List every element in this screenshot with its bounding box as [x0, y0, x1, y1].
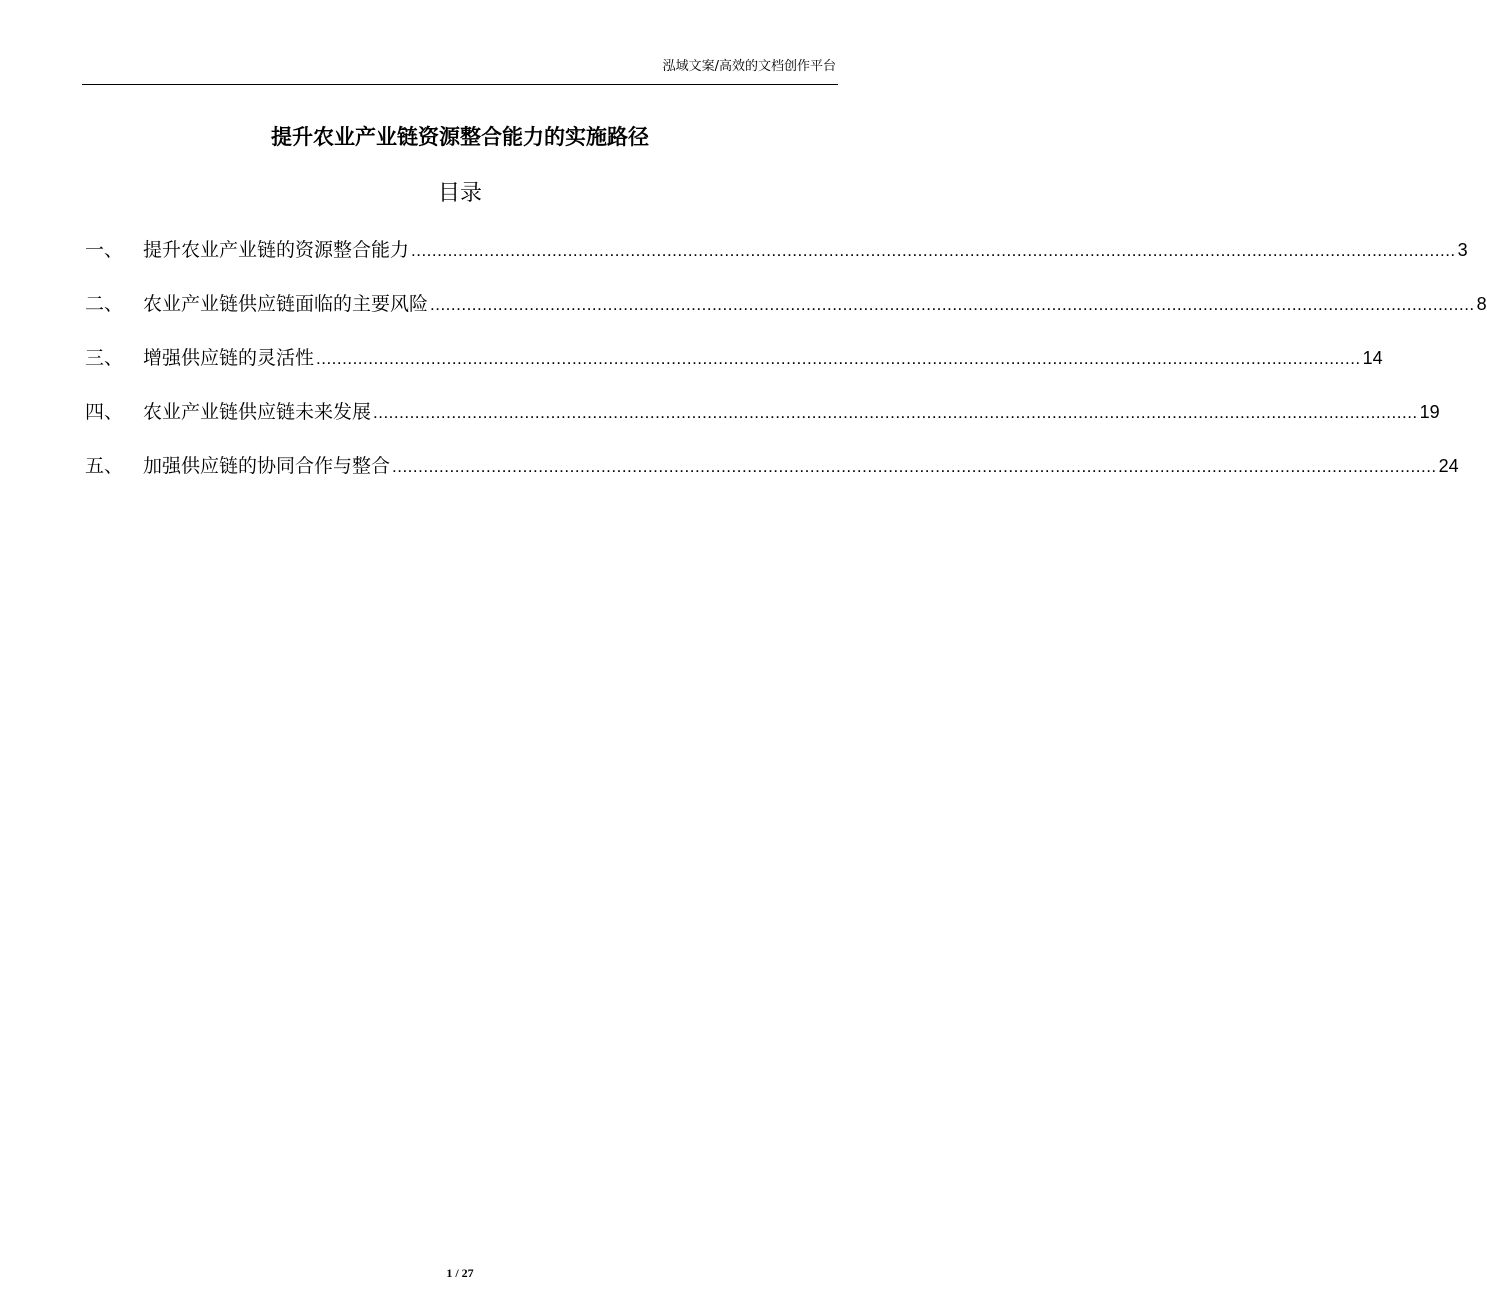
- toc-entry-title: 加强供应链的协同合作与整合: [143, 455, 391, 477]
- toc-entry-5[interactable]: [85, 452, 1459, 480]
- toc-list: [85, 236, 1487, 506]
- toc-dot-leader: ........................................................................................................................................................................................................: [411, 241, 1456, 260]
- toc-entry-title: 增强供应链的灵活性: [143, 347, 315, 369]
- header-divider: [82, 84, 838, 85]
- toc-entry-number: 四、: [85, 401, 124, 423]
- toc-entry-title: 农业产业链供应链未来发展: [143, 401, 372, 423]
- toc-dot-leader: ........................................................................................................................................................................................................: [316, 349, 1361, 368]
- toc-entry-page: 24: [1438, 456, 1459, 476]
- header-text: 泓域文案/高效的文档创作平台: [662, 59, 836, 74]
- toc-entry-page: 19: [1419, 402, 1440, 422]
- toc-dot-leader: ........................................................................................................................................................................................................: [392, 457, 1437, 476]
- toc-entry-number: 五、: [85, 455, 124, 477]
- toc-entry-1[interactable]: [85, 236, 1468, 264]
- toc-dot-leader: ........................................................................................................................................................................................................: [430, 295, 1475, 314]
- toc-entry-page: 8: [1476, 294, 1487, 314]
- toc-entry-number: 二、: [85, 293, 124, 315]
- toc-entry-title: 农业产业链供应链面临的主要风险: [143, 293, 429, 315]
- toc-entry-number: 一、: [85, 239, 124, 261]
- toc-entry-4[interactable]: [85, 398, 1440, 426]
- toc-entry-title: 提升农业产业链的资源整合能力: [143, 239, 410, 261]
- toc-entry-page: 14: [1362, 348, 1383, 368]
- toc-entry-page: 3: [1457, 240, 1468, 260]
- document-title: 提升农业产业链资源整合能力的实施路径: [271, 125, 649, 149]
- toc-heading: 目录: [437, 181, 482, 206]
- toc-entry-3[interactable]: [85, 344, 1383, 372]
- toc-dot-leader: ........................................................................................................................................................................................................: [373, 403, 1418, 422]
- toc-entry-number: 三、: [85, 347, 124, 369]
- toc-entry-2[interactable]: [85, 290, 1487, 318]
- page-indicator: 1 / 27: [446, 1266, 474, 1280]
